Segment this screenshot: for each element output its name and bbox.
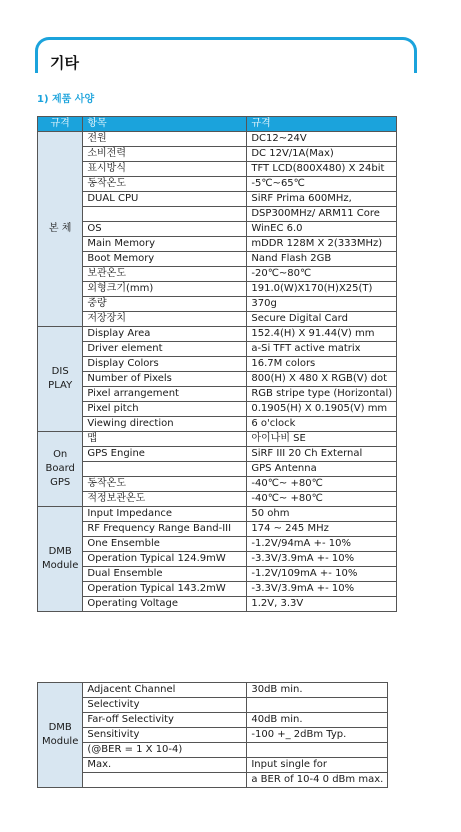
item-cell: DUAL CPU xyxy=(83,192,247,207)
dmb-table xyxy=(37,682,388,788)
item-cell: Adjacent Channel xyxy=(83,683,247,698)
item-cell: Driver element xyxy=(83,342,247,357)
table-row xyxy=(38,357,397,372)
spec-cell: 6 o'clock xyxy=(247,417,397,432)
header-spec: 규격 xyxy=(247,117,397,132)
spec-table xyxy=(37,116,397,612)
item-cell: Operating Voltage xyxy=(83,597,247,612)
table-row xyxy=(38,597,397,612)
table-row xyxy=(38,162,397,177)
item-cell: Input Impedance xyxy=(83,507,247,522)
table-row xyxy=(38,582,397,597)
spec-cell: DSP300MHz/ ARM11 Core xyxy=(247,207,397,222)
item-cell: Far-off Selectivity xyxy=(83,713,247,728)
spec-cell: 1.2V, 3.3V xyxy=(247,597,397,612)
table-row xyxy=(38,743,388,758)
category-cell: DMB Module xyxy=(38,683,83,788)
item-cell: Display Colors xyxy=(83,357,247,372)
item-cell: Main Memory xyxy=(83,237,247,252)
spec-cell: 370g xyxy=(247,297,397,312)
spec-cell: Input single for xyxy=(247,758,388,773)
category-cell: 본 체 xyxy=(38,132,83,327)
spec-cell: -1.2V/94mA +- 10% xyxy=(247,537,397,552)
spec-cell: 0.1905(H) X 0.1905(V) mm xyxy=(247,402,397,417)
spec-cell: -100 +_ 2dBm Typ. xyxy=(247,728,388,743)
table-row xyxy=(38,252,397,267)
item-cell: 적정보관온도 xyxy=(83,492,247,507)
table-row xyxy=(38,192,397,207)
table-row xyxy=(38,282,397,297)
spec-cell: -20℃~80℃ xyxy=(247,267,397,282)
item-cell: One Ensemble xyxy=(83,537,247,552)
table-row xyxy=(38,447,397,462)
table-row xyxy=(38,522,397,537)
item-cell: 저장장치 xyxy=(83,312,247,327)
spec-cell: -40℃~ +80℃ xyxy=(247,492,397,507)
spec-cell: SiRF III 20 Ch External xyxy=(247,447,397,462)
item-cell: 맵 xyxy=(83,432,247,447)
item-cell: Selectivity xyxy=(83,698,247,713)
item-cell: (@BER = 1 X 10-4) xyxy=(83,743,247,758)
table-row xyxy=(38,342,397,357)
item-cell: 외형크기(mm) xyxy=(83,282,247,297)
table-row xyxy=(38,177,397,192)
table-row xyxy=(38,417,397,432)
table-row xyxy=(38,237,397,252)
spec-cell: 아이나비 SE xyxy=(247,432,397,447)
table-row xyxy=(38,267,397,282)
item-cell: RF Frequency Range Band-III xyxy=(83,522,247,537)
table-row xyxy=(38,713,388,728)
spec-cell: WinEC 6.0 xyxy=(247,222,397,237)
spec-cell: a BER of 10-4 0 dBm max. xyxy=(247,773,388,788)
spec-cell: -5℃~65℃ xyxy=(247,177,397,192)
header-item: 항목 xyxy=(83,117,247,132)
spec-cell: 30dB min. xyxy=(247,683,388,698)
item-cell: 동작온도 xyxy=(83,477,247,492)
spec-cell: TFT LCD(800X480) X 24bit xyxy=(247,162,397,177)
table-row xyxy=(38,728,388,743)
spec-cell: GPS Antenna xyxy=(247,462,397,477)
item-cell: Max. xyxy=(83,758,247,773)
spec-cell: 174 ~ 245 MHz xyxy=(247,522,397,537)
item-cell: 보관온도 xyxy=(83,267,247,282)
item-cell: OS xyxy=(83,222,247,237)
item-cell: 표시방식 xyxy=(83,162,247,177)
spec-cell xyxy=(247,743,388,758)
table-row xyxy=(38,698,388,713)
spec-cell: 16.7M colors xyxy=(247,357,397,372)
table-row xyxy=(38,567,397,582)
spec-cell: 800(H) X 480 X RGB(V) dot xyxy=(247,372,397,387)
spec-cell: RGB stripe type (Horizontal) xyxy=(247,387,397,402)
item-cell: Dual Ensemble xyxy=(83,567,247,582)
table-row xyxy=(38,492,397,507)
item-cell: 전원 xyxy=(83,132,247,147)
item-cell: Display Area xyxy=(83,327,247,342)
table-row xyxy=(38,327,397,342)
spec-cell: Secure Digital Card xyxy=(247,312,397,327)
item-cell: 소비전력 xyxy=(83,147,247,162)
page-title: 기타 xyxy=(50,54,79,72)
item-cell: Sensitivity xyxy=(83,728,247,743)
item-cell: Pixel pitch xyxy=(83,402,247,417)
table-row xyxy=(38,537,397,552)
item-cell: Number of Pixels xyxy=(83,372,247,387)
spec-cell: Nand Flash 2GB xyxy=(247,252,397,267)
spec-cell: SiRF Prima 600MHz, xyxy=(247,192,397,207)
item-cell xyxy=(83,462,247,477)
table-row xyxy=(38,432,397,447)
table-row xyxy=(38,297,397,312)
table-row xyxy=(38,132,397,147)
header-category: 규격 xyxy=(38,117,83,132)
spec-cell: mDDR 128M X 2(333MHz) xyxy=(247,237,397,252)
spec-cell: -1.2V/109mA +- 10% xyxy=(247,567,397,582)
table-row xyxy=(38,402,397,417)
table-row xyxy=(38,222,397,237)
spec-cell: -3.3V/3.9mA +- 10% xyxy=(247,582,397,597)
table-row xyxy=(38,683,388,698)
spec-cell: 50 ohm xyxy=(247,507,397,522)
spec-cell: -3.3V/3.9mA +- 10% xyxy=(247,552,397,567)
spec-cell: 152.4(H) X 91.44(V) mm xyxy=(247,327,397,342)
table-row xyxy=(38,147,397,162)
item-cell: 중량 xyxy=(83,297,247,312)
table-row xyxy=(38,207,397,222)
spec-cell: DC 12V/1A(Max) xyxy=(247,147,397,162)
table-row xyxy=(38,387,397,402)
spec-cell: 40dB min. xyxy=(247,713,388,728)
spec-cell xyxy=(247,698,388,713)
item-cell: Operation Typical 143.2mW xyxy=(83,582,247,597)
category-cell: DIS PLAY xyxy=(38,327,83,432)
table-row xyxy=(38,462,397,477)
table-header-row xyxy=(38,117,397,132)
table-row xyxy=(38,507,397,522)
spec-cell: a-Si TFT active matrix xyxy=(247,342,397,357)
table-row xyxy=(38,758,388,773)
item-cell xyxy=(83,773,247,788)
item-cell: Operation Typical 124.9mW xyxy=(83,552,247,567)
item-cell xyxy=(83,207,247,222)
category-cell: On Board GPS xyxy=(38,432,83,507)
table-row xyxy=(38,372,397,387)
title-frame xyxy=(35,37,417,73)
item-cell: Viewing direction xyxy=(83,417,247,432)
table-row xyxy=(38,552,397,567)
item-cell: Pixel arrangement xyxy=(83,387,247,402)
table-row xyxy=(38,773,388,788)
section-title: 1) 제품 사양 xyxy=(37,94,95,105)
item-cell: GPS Engine xyxy=(83,447,247,462)
spec-cell: 191.0(W)X170(H)X25(T) xyxy=(247,282,397,297)
item-cell: 동작온도 xyxy=(83,177,247,192)
item-cell: Boot Memory xyxy=(83,252,247,267)
spec-cell: -40℃~ +80℃ xyxy=(247,477,397,492)
table-row xyxy=(38,477,397,492)
spec-cell: DC12~24V xyxy=(247,132,397,147)
table-row xyxy=(38,312,397,327)
category-cell: DMB Module xyxy=(38,507,83,612)
